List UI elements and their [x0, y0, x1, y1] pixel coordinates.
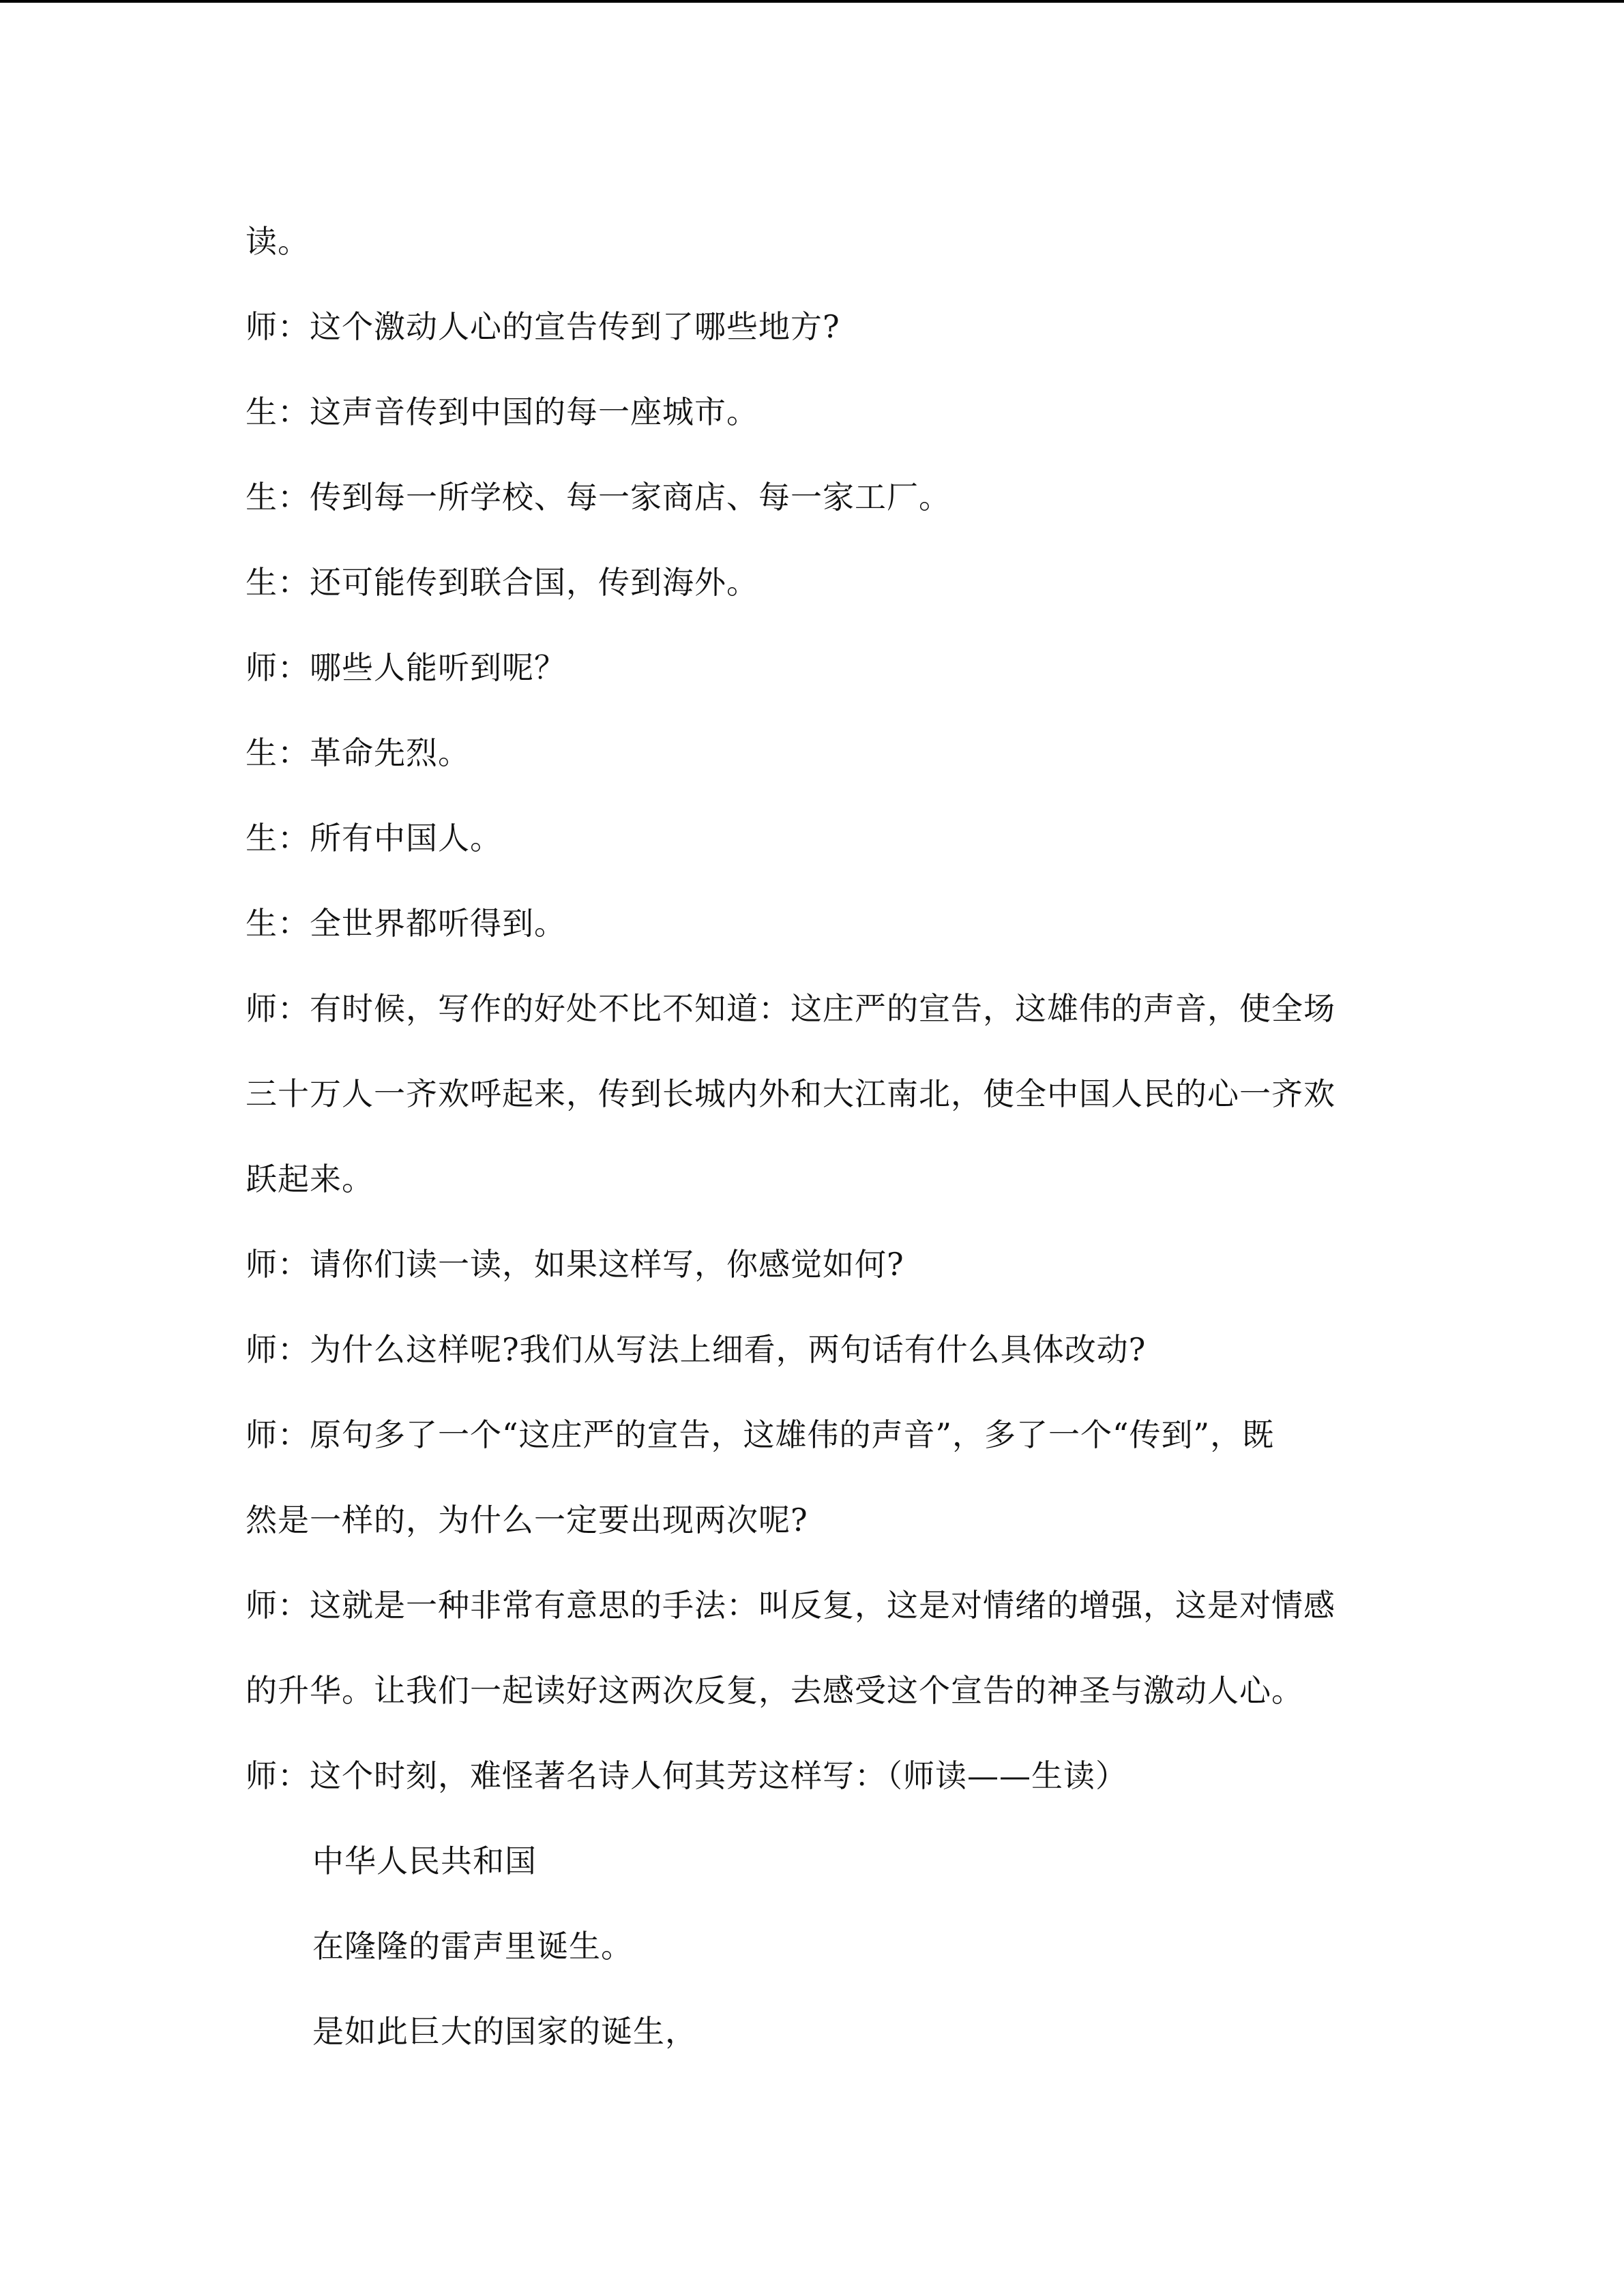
paragraph-line: 师：请你们读一读，如果这样写，你感觉如何? [246, 1246, 904, 1283]
paragraph-line: 读。 [246, 223, 310, 260]
paragraph-line: 师：为什么这样呢?我们从写法上细看，两句话有什么具体改动? [246, 1331, 1147, 1368]
paragraph-line: 生：全世界都听得到。 [246, 905, 566, 942]
poem-line: 在隆隆的雷声里诞生。 [312, 1928, 633, 1965]
poem-line: 是如此巨大的国家的诞生， [312, 2013, 697, 2050]
paragraph-line: 生：还可能传到联合国，传到海外。 [246, 564, 758, 601]
paragraph-line: 生：传到每一所学校、每一家商店、每一家工厂。 [246, 479, 951, 516]
paragraph-line: 的升华。让我们一起读好这两次反复，去感受这个宣告的神圣与激动人心。 [246, 1672, 1303, 1709]
paragraph-line: 跃起来。 [246, 1161, 374, 1197]
paragraph-line: 师：哪些人能听到呢？ [246, 649, 566, 686]
document-body [0, 3, 1624, 2296]
paragraph-line: 生：革命先烈。 [246, 734, 470, 771]
paragraph-line: 师：有时候，写作的好处不比不知道：这庄严的宣告，这雄伟的声音，使全场 [246, 990, 1335, 1027]
poem-line: 中华人民共和国 [312, 1843, 537, 1879]
paragraph-line: 生：这声音传到中国的每一座城市。 [246, 393, 758, 430]
paragraph-line: 师：这就是一种非常有意思的手法：叫反复，这是对情绪的增强，这是对情感 [246, 1587, 1335, 1624]
paragraph-line: 然是一样的，为什么一定要出现两次呢? [246, 1502, 808, 1538]
paragraph-line: 师：这个时刻，难怪著名诗人何其芳这样写：（师读——生读） [246, 1757, 1127, 1794]
paragraph-line: 师：这个激动人心的宣告传到了哪些地方? [246, 308, 840, 345]
paragraph-line: 生：所有中国人。 [246, 820, 502, 856]
paragraph-line: 师：原句多了一个“这庄严的宣告，这雄伟的声音”，多了一个“传到”，既 [246, 1416, 1275, 1453]
paragraph-line: 三十万人一齐欢呼起来，传到长城内外和大江南北，使全中国人民的心一齐欢 [246, 1075, 1335, 1112]
